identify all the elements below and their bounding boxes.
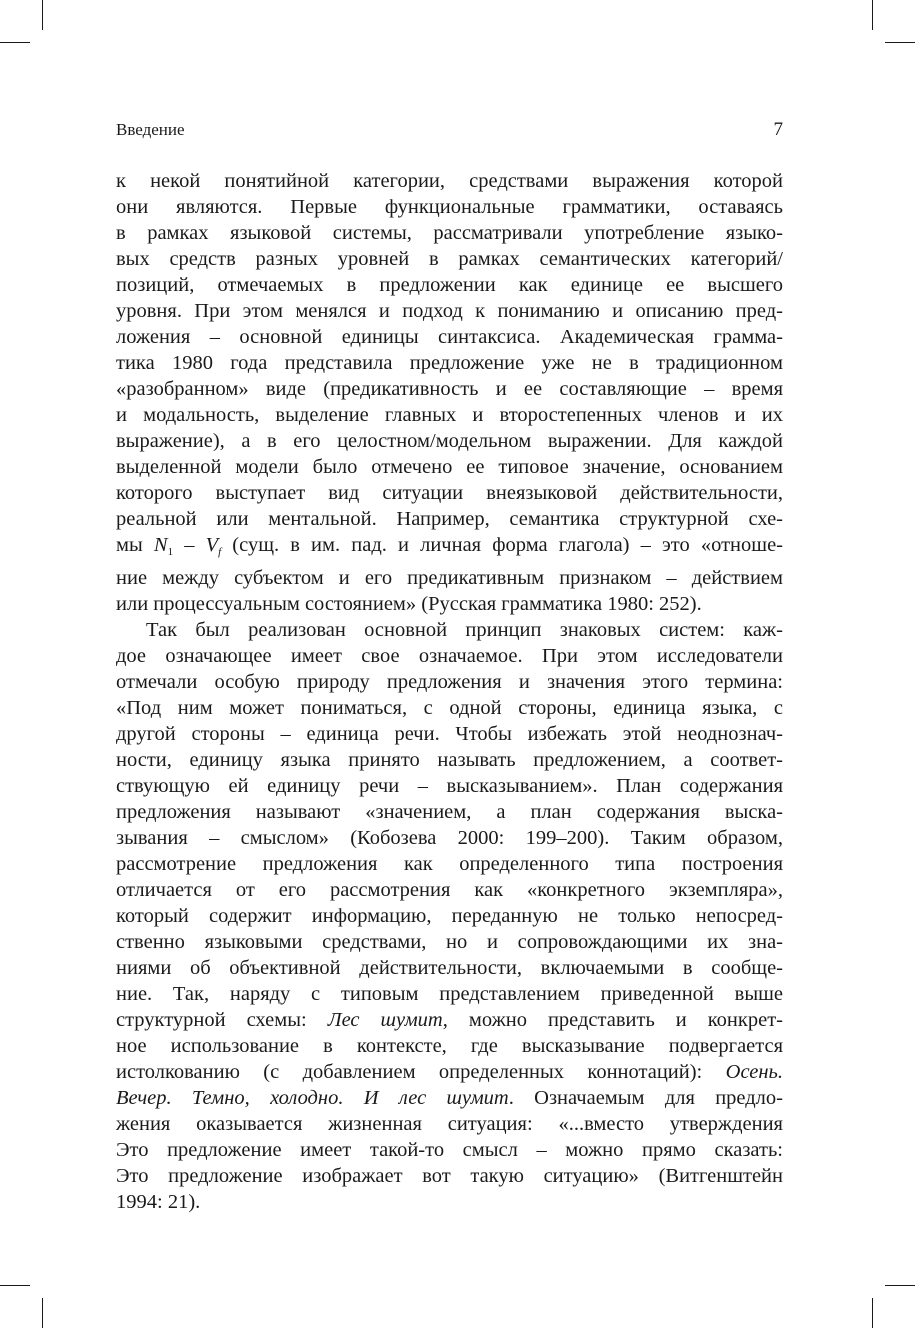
mixed-line (116, 1111, 783, 1137)
text-run: ное использование в контексте, где высказывание подвергается (116, 1035, 783, 1057)
formula-line (116, 532, 783, 565)
text-line: вых средств разных уровней в рамках семантических категорий/ (116, 248, 783, 270)
text-line: ние между субъектом и его предикативным признаком – действием (116, 567, 783, 589)
page-number: 7 (773, 119, 783, 140)
crop-mark (885, 42, 915, 43)
mixed-line (116, 1007, 783, 1033)
text-line: они являются. Первые функциональные грамматики, оставаясь (116, 196, 783, 218)
text-line: реальной или ментальной. Например, семантика структурной схе- (116, 508, 783, 530)
mixed-line (116, 1137, 783, 1163)
text-line: отмечали особую природу предложения и значения этого термина: (116, 671, 783, 693)
text-run: жения оказывается жизненная ситуация: «...вместо утверждения (116, 1113, 783, 1135)
text-line: «разобранном» виде (предикативность и ее составляющие – время (116, 378, 783, 400)
text-line: отличается от его рассмотрения как «конкретного экземпляра», (116, 879, 783, 901)
crop-mark (0, 42, 30, 43)
text-line: зывания – смыслом» (Кобозева 2000: 199–200). Таким образом, (116, 827, 783, 849)
text-line: рассмотрение предложения как определенного типа построения (116, 853, 783, 875)
paragraph-1 (116, 168, 783, 617)
running-head (116, 119, 783, 141)
text-line: уровня. При этом менялся и подход к пониманию и описанию пред- (116, 300, 783, 322)
text-run: , можно представить и конкрет- (442, 1009, 783, 1031)
text-line: ниями об объективной действительности, включаемыми в сообще- (116, 957, 783, 979)
formula-n: N (153, 534, 168, 556)
text-line: «Под ним может пониматься, с одной стороны, единица языка, с (116, 697, 783, 719)
text-run: Это предложение имеет такой-то смысл – можно прямо сказать: (116, 1139, 783, 1161)
section-title: Введение (116, 120, 185, 139)
formula-v-index: f (218, 546, 222, 558)
text-run: истолкованию (с добавлением определенных коннотаций): (116, 1061, 726, 1083)
text-run: Это предложение изображает вот такую ситуацию» (Витгенштейн (116, 1165, 783, 1187)
formula-n-index: 1 (167, 546, 174, 558)
text-run: структурной схемы: (116, 1009, 328, 1031)
text-line: выделенной модели было отмечено ее типовое значение, основанием (116, 456, 783, 478)
example-text: Лес шумит (327, 1009, 443, 1031)
mixed-line (116, 1033, 783, 1059)
text-line: ние. Так, наряду с типовым представлением приведенной выше (116, 983, 783, 1005)
text-line: ности, единицу языка принято называть предложением, а соответ- (116, 749, 783, 771)
text-line: Так был реализован основной принцип знаковых систем: каж- (146, 619, 783, 641)
text-line: 1994: 21). (116, 1191, 201, 1213)
crop-mark (42, 1298, 43, 1328)
formula-v: V (205, 534, 219, 556)
crop-mark (0, 1285, 30, 1286)
formula-dash: – (173, 534, 206, 556)
text-line: ствующую ей единицу речи – высказыванием». План содержания (116, 775, 783, 797)
formula-prefix: мы (116, 534, 154, 556)
crop-mark (42, 0, 43, 30)
example-text: Вечер. Темно, холодно. И лес шумит (116, 1087, 509, 1109)
crop-mark (872, 0, 873, 30)
paragraph-2 (116, 617, 783, 1215)
text-line: или процессуальным состоянием» (Русская грамматика 1980: 252). (116, 593, 702, 615)
mixed-line (116, 1085, 783, 1111)
text-line: в рамках языковой системы, рассматривали употребление языко- (116, 222, 783, 244)
example-text: Осень. (725, 1061, 783, 1083)
body-text (116, 168, 783, 1215)
text-line: тика 1980 года представила предложение уже не в традиционном (116, 352, 783, 374)
text-line: другой стороны – единица речи. Чтобы избежать этой неоднознач- (116, 723, 783, 745)
text-line: и модальность, выделение главных и второстепенных членов и их (116, 404, 783, 426)
formula-suffix: (сущ. в им. пад. и личная форма глагола) – это «отноше- (221, 534, 783, 556)
mixed-line (116, 1059, 783, 1085)
text-line: ложения – основной единицы синтаксиса. Академическая грамма- (116, 326, 783, 348)
mixed-line (116, 1163, 783, 1189)
text-line: дое означающее имеет свое означаемое. При этом исследователи (116, 645, 783, 667)
text-line: позиций, отмечаемых в предложении как единице ее высшего (116, 274, 783, 296)
text-line: к некой понятийной категории, средствами выражения которой (116, 170, 783, 192)
text-line: которого выступает вид ситуации внеязыковой действительности, (116, 482, 783, 504)
text-line: предложения называют «значением, а план содержания выска- (116, 801, 783, 823)
crop-mark (872, 1298, 873, 1328)
crop-mark (885, 1285, 915, 1286)
text-line: который содержит информацию, переданную не только непосред- (116, 905, 783, 927)
text-line: ственно языковыми средствами, но и сопровождающими их зна- (116, 931, 783, 953)
text-run: . Означаемым для предло- (508, 1087, 783, 1109)
text-line: выражение), а в его целостном/модельном выражении. Для каждой (116, 430, 783, 452)
